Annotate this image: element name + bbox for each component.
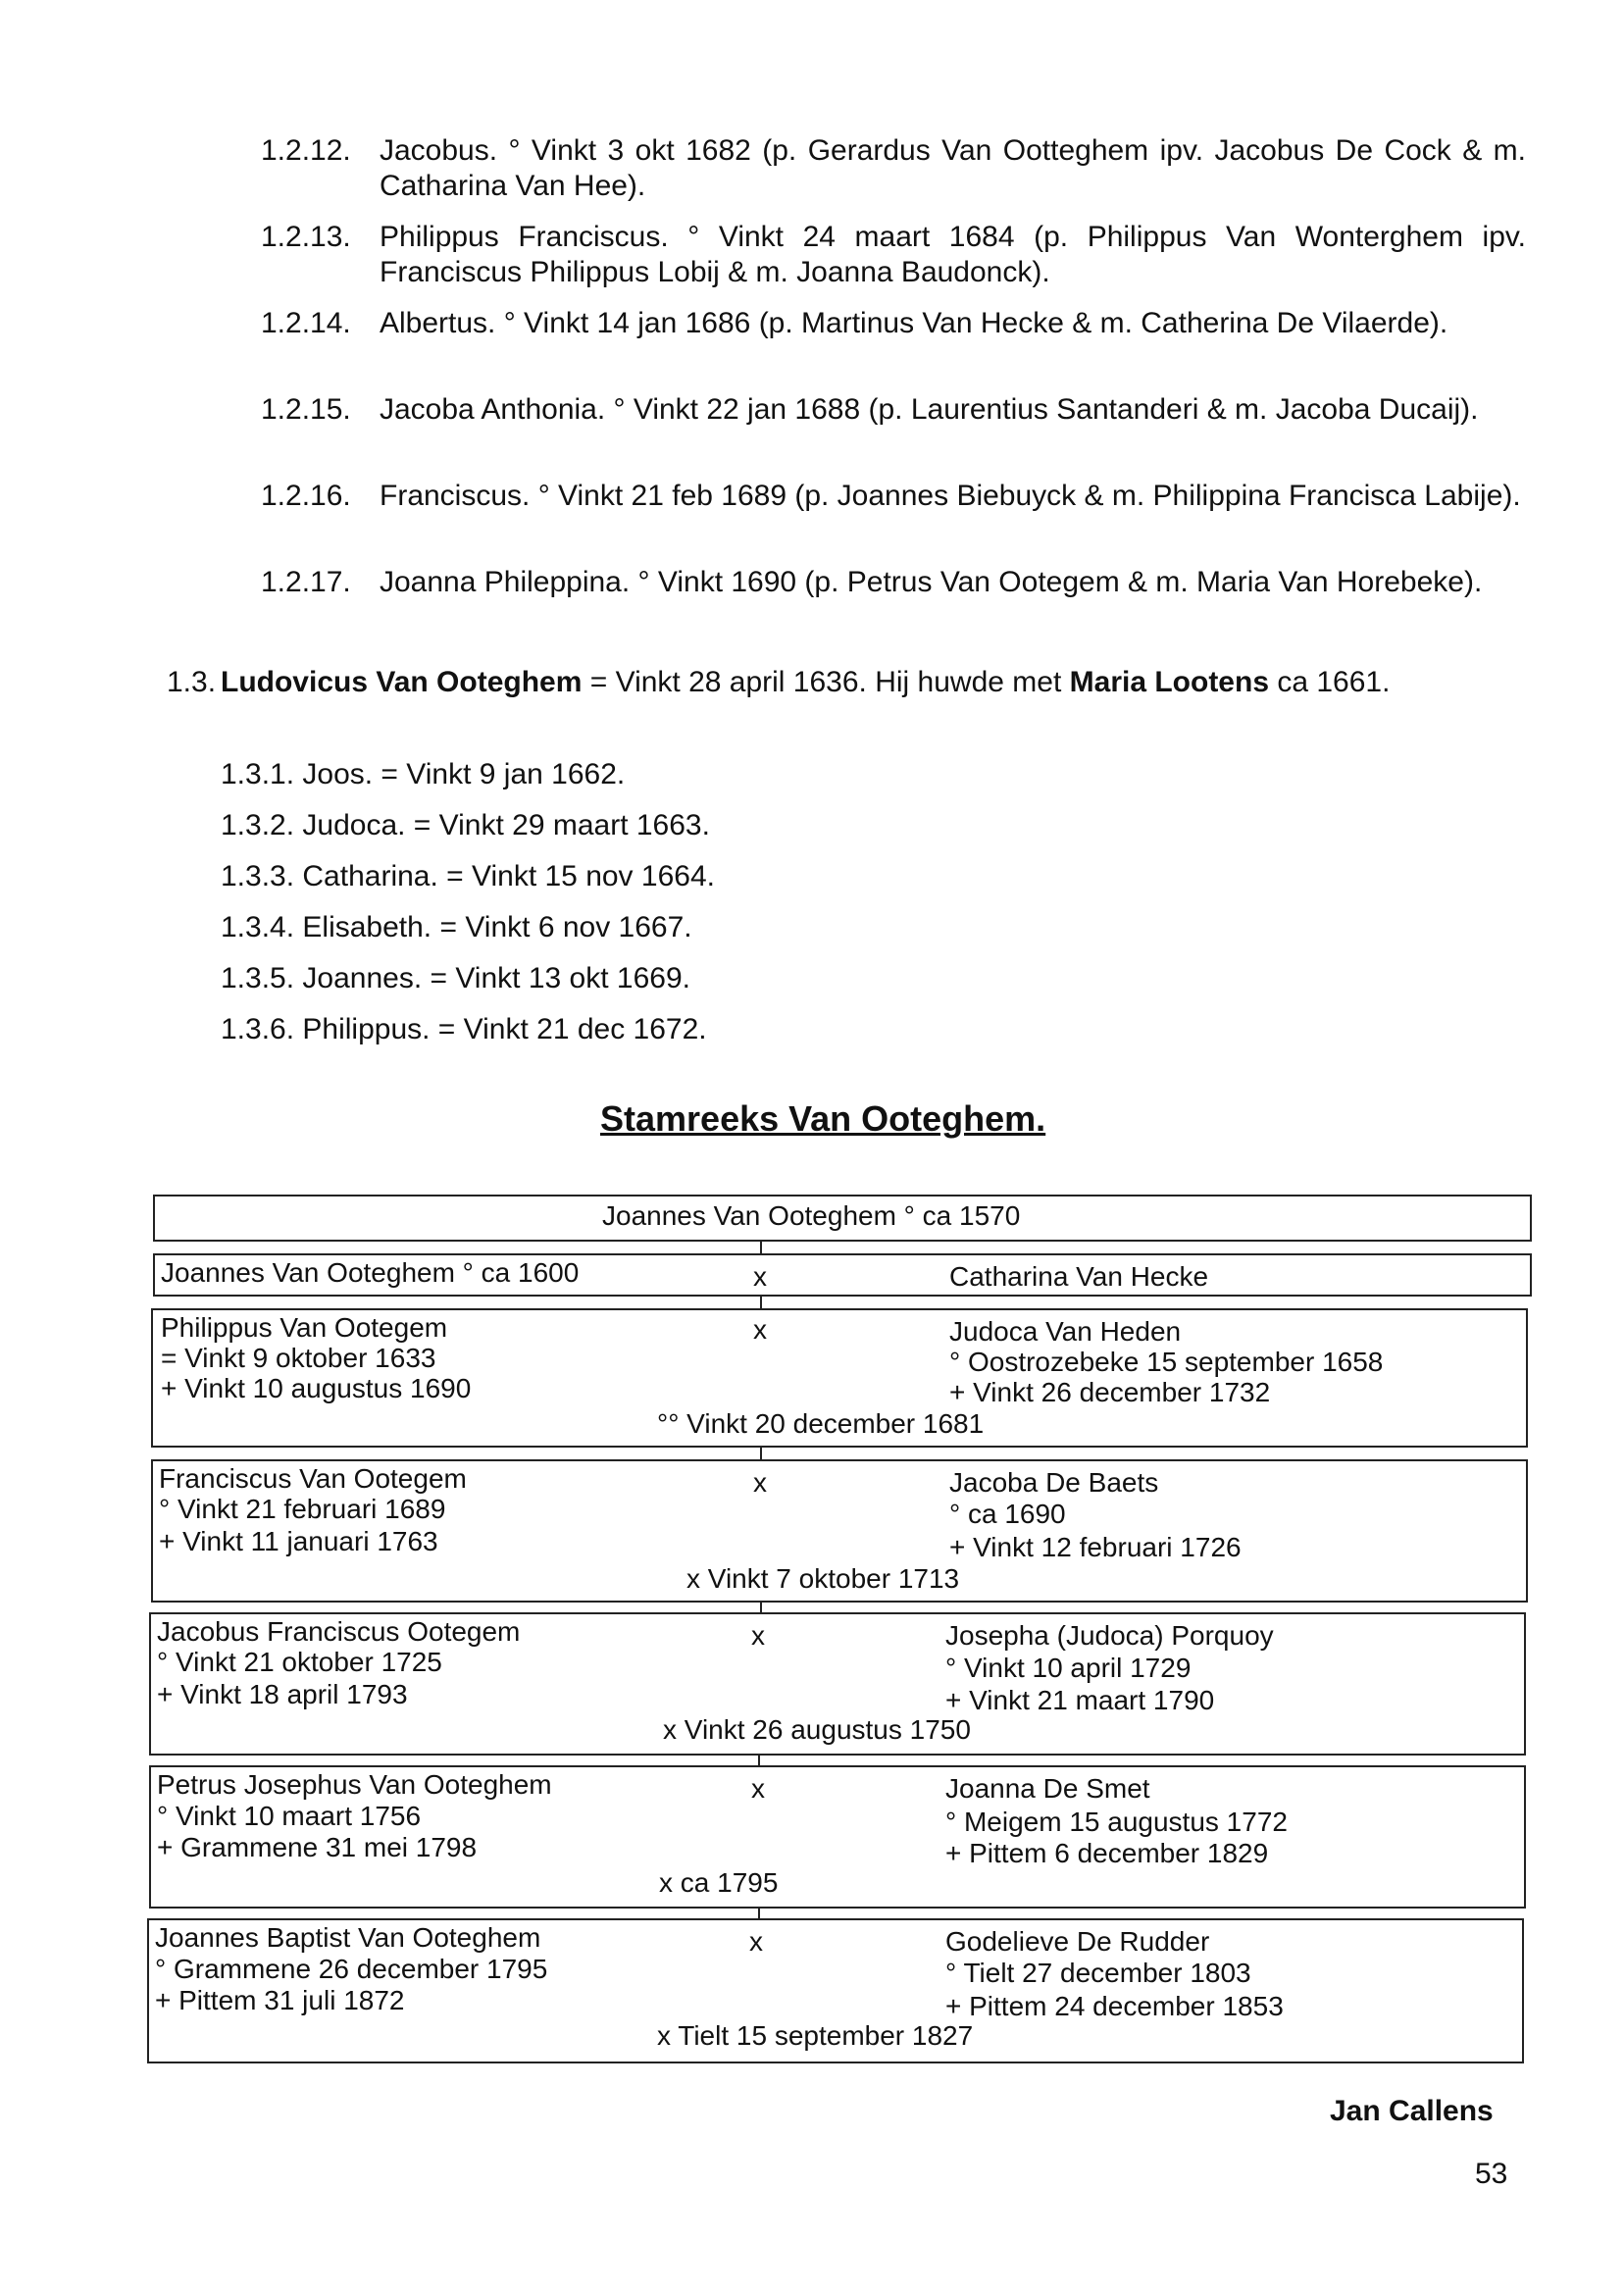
husband-death: + Vinkt 11 januari 1763	[159, 1526, 438, 1556]
husband-birth: ° Vinkt 10 maart 1756	[157, 1801, 422, 1831]
spouse-name: Maria Lootens	[1069, 666, 1270, 698]
wife-death: + Pittem 24 december 1853	[945, 1991, 1284, 2021]
husband-death: + Grammene 31 mei 1798	[157, 1832, 478, 1862]
husband-name: Franciscus Van Ootegem	[159, 1463, 467, 1494]
wife-name: Catharina Van Hecke	[949, 1261, 1209, 1292]
entry-1-2-12	[261, 133, 1526, 208]
entry-number: 1.2.13.	[261, 221, 351, 253]
marriage-date: x Vinkt 7 oktober 1713	[686, 1563, 960, 1594]
marriage-x: x	[753, 1314, 767, 1345]
husband-birth: = Vinkt 9 oktober 1633	[161, 1343, 436, 1373]
wife-name: Judoca Van Heden	[949, 1316, 1182, 1347]
entry-1-2-13	[261, 220, 1526, 294]
entry-end-text: ca 1661.	[1269, 666, 1391, 698]
marriage-date: x Vinkt 26 augustus 1750	[663, 1714, 971, 1745]
entry-text	[221, 665, 1526, 700]
child-1-3-3: 1.3.3. Catharina. = Vinkt 15 nov 1664.	[221, 860, 715, 892]
entry-1-3	[167, 665, 1526, 739]
husband-death: + Pittem 31 juli 1872	[155, 1985, 405, 2015]
entry-text: Franciscus. ° Vinkt 21 feb 1689 (p. Joannes Biebuyck & m. Philippina Francisca Labije).	[380, 480, 1521, 512]
wife-birth: ° Oostrozebeke 15 september 1658	[949, 1347, 1384, 1377]
person-name: Ludovicus Van Ooteghem	[221, 666, 583, 698]
husband-birth: ° Grammene 26 december 1795	[155, 1954, 548, 1984]
marriage-x: x	[753, 1261, 767, 1292]
entry-number: 1.2.17.	[261, 566, 351, 598]
child-1-3-6: 1.3.6. Philippus. = Vinkt 21 dec 1672.	[221, 1013, 707, 1045]
entry-number: 1.2.14.	[261, 307, 351, 339]
entry-1-2-16	[261, 479, 1526, 553]
wife-name: Godelieve De Rudder	[945, 1926, 1210, 1957]
marriage-x: x	[749, 1926, 763, 1957]
entry-text: Joanna Phileppina. ° Vinkt 1690 (p. Petrus Van Ootegem & m. Maria Van Horebeke).	[380, 566, 1483, 598]
entry-1-2-15	[261, 392, 1526, 467]
marriage-date: x ca 1795	[659, 1867, 779, 1898]
entry-mid-text: = Vinkt 28 april 1636. Hij huwde met	[582, 666, 1070, 698]
wife-death: + Pittem 6 december 1829	[945, 1838, 1269, 1868]
husband-name: Jacobus Franciscus Ootegem	[157, 1616, 521, 1647]
wife-death: + Vinkt 26 december 1732	[949, 1377, 1271, 1407]
entry-text: Philippus Franciscus. ° Vinkt 24 maart 1684 (p. Philippus Van Wonterghem ipv. Franciscus Philippus Lobij & m. Joanna Baudonck).	[380, 221, 1526, 288]
wife-birth: ° Vinkt 10 april 1729	[945, 1653, 1192, 1683]
root-person: Joannes Van Ooteghem ° ca 1570	[602, 1200, 1021, 1231]
entry-number: 1.2.15.	[261, 393, 351, 426]
wife-name: Josepha (Judoca) Porquoy	[945, 1620, 1274, 1651]
wife-name: Jacoba De Baets	[949, 1467, 1159, 1498]
wife-birth: ° Tielt 27 december 1803	[945, 1958, 1251, 1988]
entry-number: 1.3.	[167, 666, 217, 698]
marriage-x: x	[751, 1620, 765, 1651]
author-signature: Jan Callens	[1330, 2095, 1494, 2127]
entry-text: Albertus. ° Vinkt 14 jan 1686 (p. Martinus Van Hecke & m. Catherina De Vilaerde).	[380, 307, 1448, 339]
husband-birth: ° Vinkt 21 februari 1689	[159, 1494, 446, 1524]
marriage-x: x	[751, 1773, 765, 1804]
wife-death: + Vinkt 12 februari 1726	[949, 1532, 1242, 1562]
husband-name: Joannes Van Ooteghem ° ca 1600	[161, 1257, 580, 1288]
page-number: 53	[1475, 2158, 1508, 2190]
husband-name: Petrus Josephus Van Ooteghem	[157, 1769, 552, 1800]
husband-death: + Vinkt 10 augustus 1690	[161, 1373, 472, 1403]
child-1-3-1: 1.3.1. Joos. = Vinkt 9 jan 1662.	[221, 758, 626, 790]
husband-name: Joannes Baptist Van Ooteghem	[155, 1922, 541, 1953]
marriage-date: °° Vinkt 20 december 1681	[657, 1408, 985, 1439]
marriage-date: x Tielt 15 september 1827	[657, 2020, 974, 2051]
entry-number: 1.2.12.	[261, 134, 351, 167]
child-1-3-5: 1.3.5. Joannes. = Vinkt 13 okt 1669.	[221, 962, 690, 994]
child-1-3-4: 1.3.4. Elisabeth. = Vinkt 6 nov 1667.	[221, 911, 692, 943]
wife-birth: ° ca 1690	[949, 1499, 1066, 1529]
entry-number: 1.2.16.	[261, 480, 351, 512]
entry-1-2-14	[261, 306, 1526, 381]
wife-name: Joanna De Smet	[945, 1773, 1150, 1804]
entry-text: Jacobus. ° Vinkt 3 okt 1682 (p. Gerardus Van Ootteghem ipv. Jacobus De Cock & m. Catharina Van Hee).	[380, 134, 1526, 202]
marriage-x: x	[753, 1467, 767, 1498]
section-title: Stamreeks Van Ooteghem.	[600, 1098, 1046, 1139]
husband-death: + Vinkt 18 april 1793	[157, 1679, 408, 1709]
wife-death: + Vinkt 21 maart 1790	[945, 1685, 1215, 1715]
entry-1-2-17	[261, 565, 1526, 639]
entry-text: Jacoba Anthonia. ° Vinkt 22 jan 1688 (p. Laurentius Santanderi & m. Jacoba Ducaij).	[380, 393, 1479, 426]
wife-birth: ° Meigem 15 augustus 1772	[945, 1807, 1288, 1837]
husband-name: Philippus Van Ootegem	[161, 1312, 448, 1343]
husband-birth: ° Vinkt 21 oktober 1725	[157, 1647, 442, 1677]
child-1-3-2: 1.3.2. Judoca. = Vinkt 29 maart 1663.	[221, 809, 710, 841]
